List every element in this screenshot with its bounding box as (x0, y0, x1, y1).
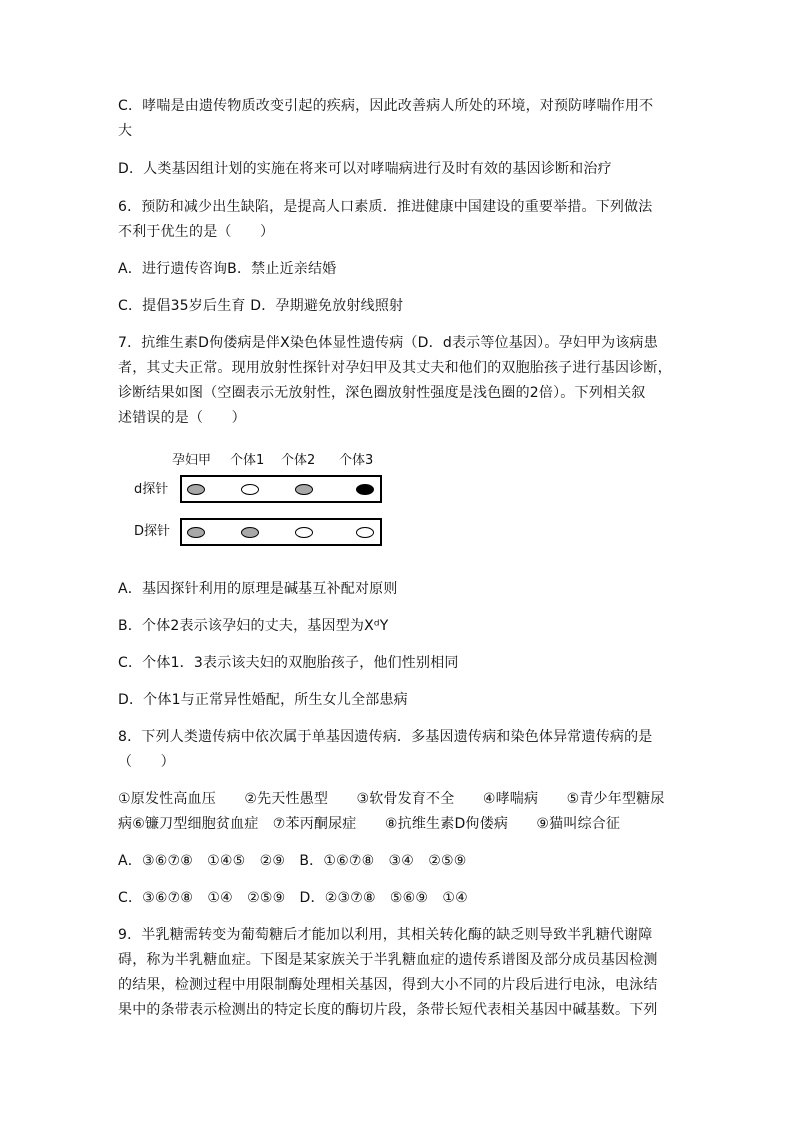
dot-D-ind3 (356, 527, 374, 538)
dot-D-ind1 (241, 527, 259, 538)
question-9 (118, 923, 678, 1023)
text-line: 病⑥镰刀型细胞贫血症 ⑦苯丙酮尿症 ⑧抗维生素D佝偻病 ⑨猫叫综合征 (118, 816, 621, 832)
d-probe-strip (180, 475, 382, 503)
q7-option-c: C．个体1．3表示该夫妇的双胞胎孩子，他们性别相同 (118, 655, 459, 671)
dot-d-ind1 (241, 484, 259, 495)
dot-d-pregnant (187, 484, 205, 495)
q6-options-cd: C．提倡35岁后生育 D．孕期避免放射线照射 (118, 298, 404, 314)
row-label-D-probe: D探针 (134, 524, 171, 539)
text-line: 的结果，检测过程中用限制酶处理相关基因，得到大小不同的片段后进行电泳，电泳结 (118, 977, 658, 993)
question-6 (118, 195, 678, 245)
text-line: 碍，称为半乳糖血症。下图是某家族关于半乳糖血症的遗传系谱图及部分成员基因检测 (118, 952, 658, 968)
dot-d-ind2 (295, 484, 313, 495)
question-8 (118, 725, 678, 775)
q7-option-d: D．个体1与正常异性婚配，所生女儿全部患病 (118, 692, 408, 708)
q5-option-c (118, 94, 678, 144)
q6-options-ab: A．进行遗传咨询B．禁止近亲结婚 (118, 261, 337, 277)
q8-options-cd: C．③⑥⑦⑧ ①④ ②⑤⑨ D．②③⑦⑧ ⑤⑥⑨ ①④ (118, 890, 468, 906)
text-line: ①原发性高血压 ②先天性愚型 ③软骨发育不全 ④哮喘病 ⑤青少年型糖尿 (118, 791, 665, 807)
dot-D-ind2 (295, 527, 313, 538)
question-7 (118, 331, 678, 431)
text-line: 不利于优生的是（ ） (118, 224, 275, 240)
q8-options-ab: A．③⑥⑦⑧ ①④⑤ ②⑨ B．①⑥⑦⑧ ③④ ②⑤⑨ (118, 853, 467, 869)
q5-option-d: D．人类基因组计划的实施在将来可以对哮喘病进行及时有效的基因诊断和治疗 (118, 161, 612, 177)
q7-option-b: B．个体2表示该孕妇的丈夫，基因型为XᵈY (118, 618, 389, 634)
text-line: 8．下列人类遗传病中依次属于单基因遗传病．多基因遗传病和染色体异常遗传病的是 (118, 729, 653, 745)
dot-D-pregnant (187, 527, 205, 538)
text-line: 6．预防和减少出生缺陷，是提高人口素质．推进健康中国建设的重要举措。下列做法 (118, 199, 653, 215)
probe-diagram (134, 452, 394, 552)
text-line: C．哮喘是由遗传物质改变引起的疾病，因此改善病人所处的环境，对预防哮喘作用不 (118, 98, 654, 114)
text-line: 诊断结果如图（空圈表示无放射性，深色圈放射性强度是浅色圈的2倍）。下列相关叙 (118, 385, 646, 401)
text-line: 者，其丈夫正常。现用放射性探针对孕妇甲及其丈夫和他们的双胞胎孩子进行基因诊断， (118, 360, 672, 376)
q8-disease-list (118, 787, 678, 837)
text-line: 7．抗维生素D佝偻病是伴X染色体显性遗传病（D．d表示等位基因）。孕妇甲为该病患 (118, 335, 658, 351)
text-line: 述错误的是（ ） (118, 410, 246, 426)
col-header-individual-3: 个体3 (339, 453, 374, 468)
col-header-individual-1: 个体1 (230, 453, 265, 468)
text-line: 果中的条带表示检测出的特定长度的酶切片段，条带长短代表相关基因中碱基数。下列 (118, 1002, 658, 1018)
text-line: （ ） (118, 754, 175, 770)
text-line: 9．半乳糖需转变为葡萄糖后才能加以利用，其相关转化酶的缺乏则导致半乳糖代谢障 (118, 927, 653, 943)
dot-d-ind3 (356, 484, 374, 495)
col-header-pregnant-woman: 孕妇甲 (172, 453, 212, 468)
text-line: 大 (118, 123, 133, 139)
q7-option-a: A．基因探针利用的原理是碱基互补配对原则 (118, 581, 398, 597)
D-probe-strip (180, 518, 382, 546)
row-label-d-probe: d探针 (134, 482, 169, 497)
col-header-individual-2: 个体2 (281, 453, 316, 468)
